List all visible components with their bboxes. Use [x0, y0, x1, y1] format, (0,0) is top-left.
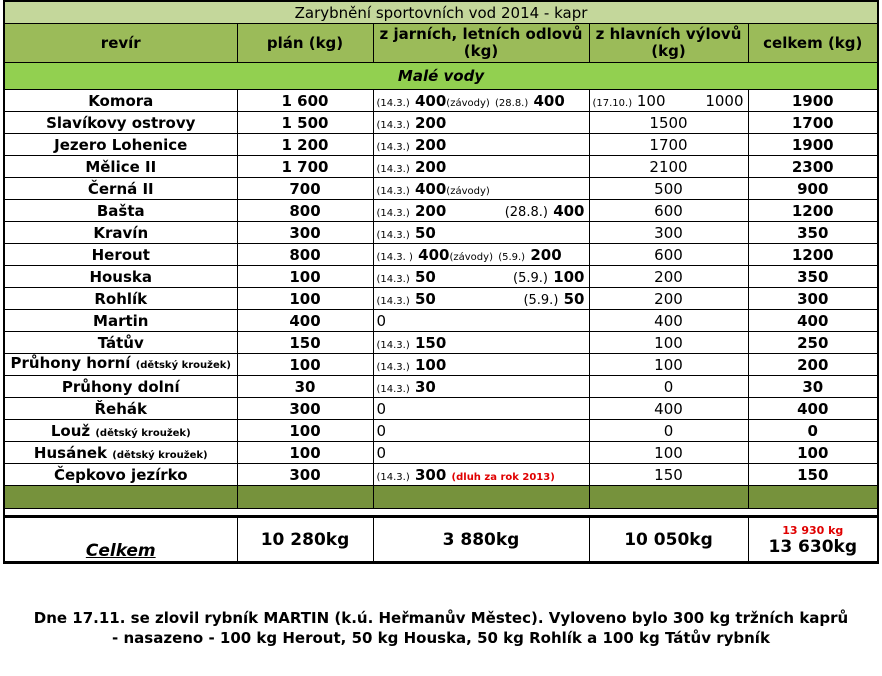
spring-value-2: 400 — [553, 202, 585, 220]
spring-cell — [373, 244, 589, 266]
revir-note: (dětský kroužek) — [95, 427, 191, 439]
table-row — [4, 310, 878, 332]
main-cell: 0 — [589, 420, 748, 442]
main-cell: 1500 — [589, 112, 748, 134]
spring-value: 200 — [414, 157, 447, 176]
main-value: 100 — [636, 91, 666, 110]
spring-value: 400 — [414, 91, 447, 110]
totals-total-alt: 13 930 kg — [782, 523, 844, 537]
spring-date: (14.3.) — [376, 97, 410, 109]
table-row — [4, 332, 878, 354]
plan-value: 30 — [237, 376, 373, 398]
total-value: 250 — [748, 332, 878, 354]
spring-cell — [373, 200, 589, 222]
revir-name — [4, 156, 237, 178]
revir-name — [4, 266, 237, 288]
spring-second — [498, 246, 561, 264]
plan-value: 300 — [237, 464, 373, 486]
spring-zero: 0 — [376, 311, 387, 330]
revir-name-text: Husánek — [33, 443, 108, 462]
spring-zero: 0 — [376, 421, 387, 440]
spring-date-2: (5.9.) — [498, 251, 526, 263]
spring-date: (14.3.) — [376, 383, 410, 395]
revir-name — [4, 222, 237, 244]
spring-value: 200 — [414, 201, 447, 220]
main-cell: 100 — [589, 442, 748, 464]
spring-value: 50 — [414, 289, 436, 308]
revir-name-text: Herout — [91, 245, 150, 264]
spring-cell — [373, 442, 589, 464]
header-total: celkem (kg) — [748, 24, 878, 63]
spring-cell — [373, 288, 589, 310]
revir-name — [4, 288, 237, 310]
table-row — [4, 266, 878, 288]
main-cell: 200 — [589, 288, 748, 310]
spring-date: (14.3. ) — [376, 251, 413, 263]
spring-value: 50 — [414, 267, 436, 286]
spring-cell — [373, 156, 589, 178]
spring-cell — [373, 112, 589, 134]
plan-value: 1 500 — [237, 112, 373, 134]
total-value: 100 — [748, 442, 878, 464]
spring-value-2: 200 — [530, 245, 562, 264]
spring-value: 50 — [414, 223, 436, 242]
totals-label: Celkem — [4, 517, 237, 563]
main-cell: 150 — [589, 464, 748, 486]
plan-value: 100 — [237, 420, 373, 442]
revir-name — [4, 442, 237, 464]
plan-value: 1 200 — [237, 134, 373, 156]
plan-value: 1 600 — [237, 90, 373, 112]
total-value: 350 — [748, 266, 878, 288]
revir-name-text: Martin — [93, 311, 149, 330]
spring-date-2: (28.8.) — [504, 205, 548, 220]
spring-value-2: 100 — [553, 268, 585, 286]
revir-name — [4, 244, 237, 266]
spring-cell — [373, 354, 589, 376]
total-value: 400 — [748, 398, 878, 420]
revir-name-text: Řehák — [94, 399, 147, 418]
spring-value: 200 — [414, 113, 447, 132]
table-body — [4, 90, 878, 486]
spring-date: (14.3.) — [376, 185, 410, 197]
section-label: Malé vody — [4, 63, 878, 90]
spring-date: (14.3.) — [376, 295, 410, 307]
table-row — [4, 464, 878, 486]
main-cell: 0 — [589, 376, 748, 398]
table-row — [4, 178, 878, 200]
table-row — [4, 442, 878, 464]
revir-name-text: Průhony horní — [10, 354, 131, 372]
total-value: 0 — [748, 420, 878, 442]
revir-name — [4, 398, 237, 420]
spring-date: (14.3.) — [376, 207, 410, 219]
revir-name — [4, 90, 237, 112]
table-row — [4, 354, 878, 376]
main-value-2: 1000 — [705, 92, 744, 110]
revir-name — [4, 354, 237, 376]
revir-name — [4, 420, 237, 442]
table-row — [4, 200, 878, 222]
totals-total-cell — [748, 517, 878, 563]
plan-value: 300 — [237, 398, 373, 420]
stocking-table-sheet — [3, 0, 879, 564]
spring-date: (14.3.) — [376, 273, 410, 285]
spring-cell — [373, 222, 589, 244]
total-value: 1900 — [748, 90, 878, 112]
plan-value: 700 — [237, 178, 373, 200]
spring-date: (14.3.) — [376, 119, 410, 131]
main-cell: 300 — [589, 222, 748, 244]
stocking-table — [3, 0, 879, 564]
revir-name — [4, 464, 237, 486]
spring-second — [495, 92, 565, 110]
table-row — [4, 420, 878, 442]
plan-value: 100 — [237, 266, 373, 288]
plan-value: 400 — [237, 310, 373, 332]
main-cell: 100 — [589, 332, 748, 354]
main-cell: 600 — [589, 200, 748, 222]
plan-value: 150 — [237, 332, 373, 354]
spring-cell — [373, 398, 589, 420]
total-value: 350 — [748, 222, 878, 244]
revir-name-text: Tátův — [97, 333, 144, 352]
revir-name-text: Bašta — [96, 201, 145, 220]
total-value: 1200 — [748, 244, 878, 266]
revir-name-text: Slavíkovy ostrovy — [46, 113, 196, 132]
plan-value: 100 — [237, 288, 373, 310]
main-cell: 400 — [589, 310, 748, 332]
totals-main: 10 050kg — [589, 517, 748, 563]
revir-name — [4, 332, 237, 354]
spring-debt-note: (dluh za rok 2013) — [451, 471, 555, 483]
note-text — [0, 608, 882, 648]
revir-name-text: Jezero Lohenice — [54, 135, 188, 154]
spring-value-2: 50 — [563, 290, 585, 308]
total-value: 1700 — [748, 112, 878, 134]
spring-cell — [373, 376, 589, 398]
revir-name-text: Houska — [89, 267, 153, 286]
revir-note: (dětský kroužek) — [135, 360, 231, 371]
table-title: Zarybnění sportovních vod 2014 - kapr — [4, 1, 878, 24]
header-spring: z jarních, letních odlovů (kg) — [373, 24, 589, 63]
revir-name — [4, 200, 237, 222]
totals-plan: 10 280kg — [237, 517, 373, 563]
total-value: 30 — [748, 376, 878, 398]
totals-spring: 3 880kg — [373, 517, 589, 563]
spring-note: (závody) — [449, 251, 493, 263]
total-value: 1200 — [748, 200, 878, 222]
revir-name-text: Čepkovo jezírko — [53, 465, 188, 484]
total-value: 400 — [748, 310, 878, 332]
main-cell: 500 — [589, 178, 748, 200]
revir-name — [4, 310, 237, 332]
spring-value: 300 — [414, 465, 447, 484]
header-plan: plán (kg) — [237, 24, 373, 63]
revir-name-text: Rohlík — [94, 289, 148, 308]
table-row — [4, 288, 878, 310]
revir-name — [4, 376, 237, 398]
spring-cell — [373, 310, 589, 332]
spring-date: (14.3.) — [376, 229, 410, 241]
total-value: 150 — [748, 464, 878, 486]
spring-date: (14.3.) — [376, 471, 410, 483]
spring-cell — [373, 178, 589, 200]
spring-zero: 0 — [376, 399, 387, 418]
separator-row — [4, 486, 878, 509]
main-date: (17.10.) — [592, 97, 633, 109]
spring-cell — [373, 90, 589, 112]
spring-date: (14.3.) — [376, 163, 410, 175]
main-cell: 400 — [589, 398, 748, 420]
spring-note: (závody) — [446, 185, 490, 197]
spring-cell — [373, 464, 589, 486]
spring-cell — [373, 134, 589, 156]
totals-row — [4, 517, 878, 563]
table-row — [4, 398, 878, 420]
revir-name — [4, 112, 237, 134]
spring-date: (14.3.) — [376, 339, 410, 351]
gap-row — [4, 509, 878, 517]
table-row — [4, 244, 878, 266]
spring-date: (14.3.) — [376, 361, 410, 373]
spring-cell — [373, 420, 589, 442]
spring-second — [505, 202, 585, 220]
revir-name-text: Louž — [50, 421, 91, 440]
spring-date-2: (28.8.) — [495, 97, 529, 109]
main-cell: 200 — [589, 266, 748, 288]
plan-value: 800 — [237, 244, 373, 266]
main-cell — [589, 90, 748, 112]
revir-name-text: Mělice II — [85, 157, 157, 176]
revir-name-text: Průhony dolní — [61, 377, 180, 396]
spring-date-2: (5.9.) — [513, 271, 548, 286]
total-value: 2300 — [748, 156, 878, 178]
total-value: 200 — [748, 354, 878, 376]
spring-date-2: (5.9.) — [523, 293, 559, 308]
table-row — [4, 112, 878, 134]
main-cell: 600 — [589, 244, 748, 266]
header-revir: revír — [4, 24, 237, 63]
spring-zero: 0 — [376, 443, 387, 462]
header-main: z hlavních výlovů (kg) — [589, 24, 748, 63]
spring-value: 30 — [414, 377, 436, 396]
spring-value: 200 — [414, 135, 447, 154]
spring-date: (14.3.) — [376, 141, 410, 153]
plan-value: 300 — [237, 222, 373, 244]
main-cell: 1700 — [589, 134, 748, 156]
main-cell: 100 — [589, 354, 748, 376]
note-line-1: Dne 17.11. se zlovil rybník MARTIN (k.ú. Heřmanův Městec). Vyloveno bylo 300 kg tržních kaprů — [33, 609, 849, 627]
plan-value: 800 — [237, 200, 373, 222]
total-value: 300 — [748, 288, 878, 310]
total-value: 1900 — [748, 134, 878, 156]
table-row — [4, 90, 878, 112]
plan-value: 1 700 — [237, 156, 373, 178]
revir-name — [4, 178, 237, 200]
spring-value-2: 400 — [533, 91, 565, 110]
plan-value: 100 — [237, 354, 373, 376]
spring-cell — [373, 266, 589, 288]
table-row — [4, 156, 878, 178]
revir-note: (dětský kroužek) — [112, 449, 208, 461]
main-cell: 2100 — [589, 156, 748, 178]
revir-name-text: Komora — [88, 91, 154, 110]
plan-value: 100 — [237, 442, 373, 464]
spring-second — [523, 290, 584, 308]
spring-value: 400 — [414, 179, 447, 198]
note-line-2: - nasazeno - 100 kg Herout, 50 kg Houska, 50 kg Rohlík a 100 kg Tátův rybník — [112, 629, 770, 647]
table-row — [4, 134, 878, 156]
revir-name-text: Kravín — [93, 223, 149, 242]
total-value: 900 — [748, 178, 878, 200]
spring-note: (závody) — [446, 97, 490, 109]
table-row — [4, 222, 878, 244]
spring-cell — [373, 332, 589, 354]
table-row — [4, 376, 878, 398]
spring-value: 400 — [418, 245, 450, 264]
header-row — [4, 24, 878, 63]
revir-name — [4, 134, 237, 156]
spring-second — [513, 268, 585, 286]
spring-value: 150 — [414, 333, 447, 352]
spring-value: 100 — [414, 355, 447, 374]
revir-name-text: Černá II — [87, 179, 154, 198]
totals-total: 13 630kg — [768, 536, 858, 557]
